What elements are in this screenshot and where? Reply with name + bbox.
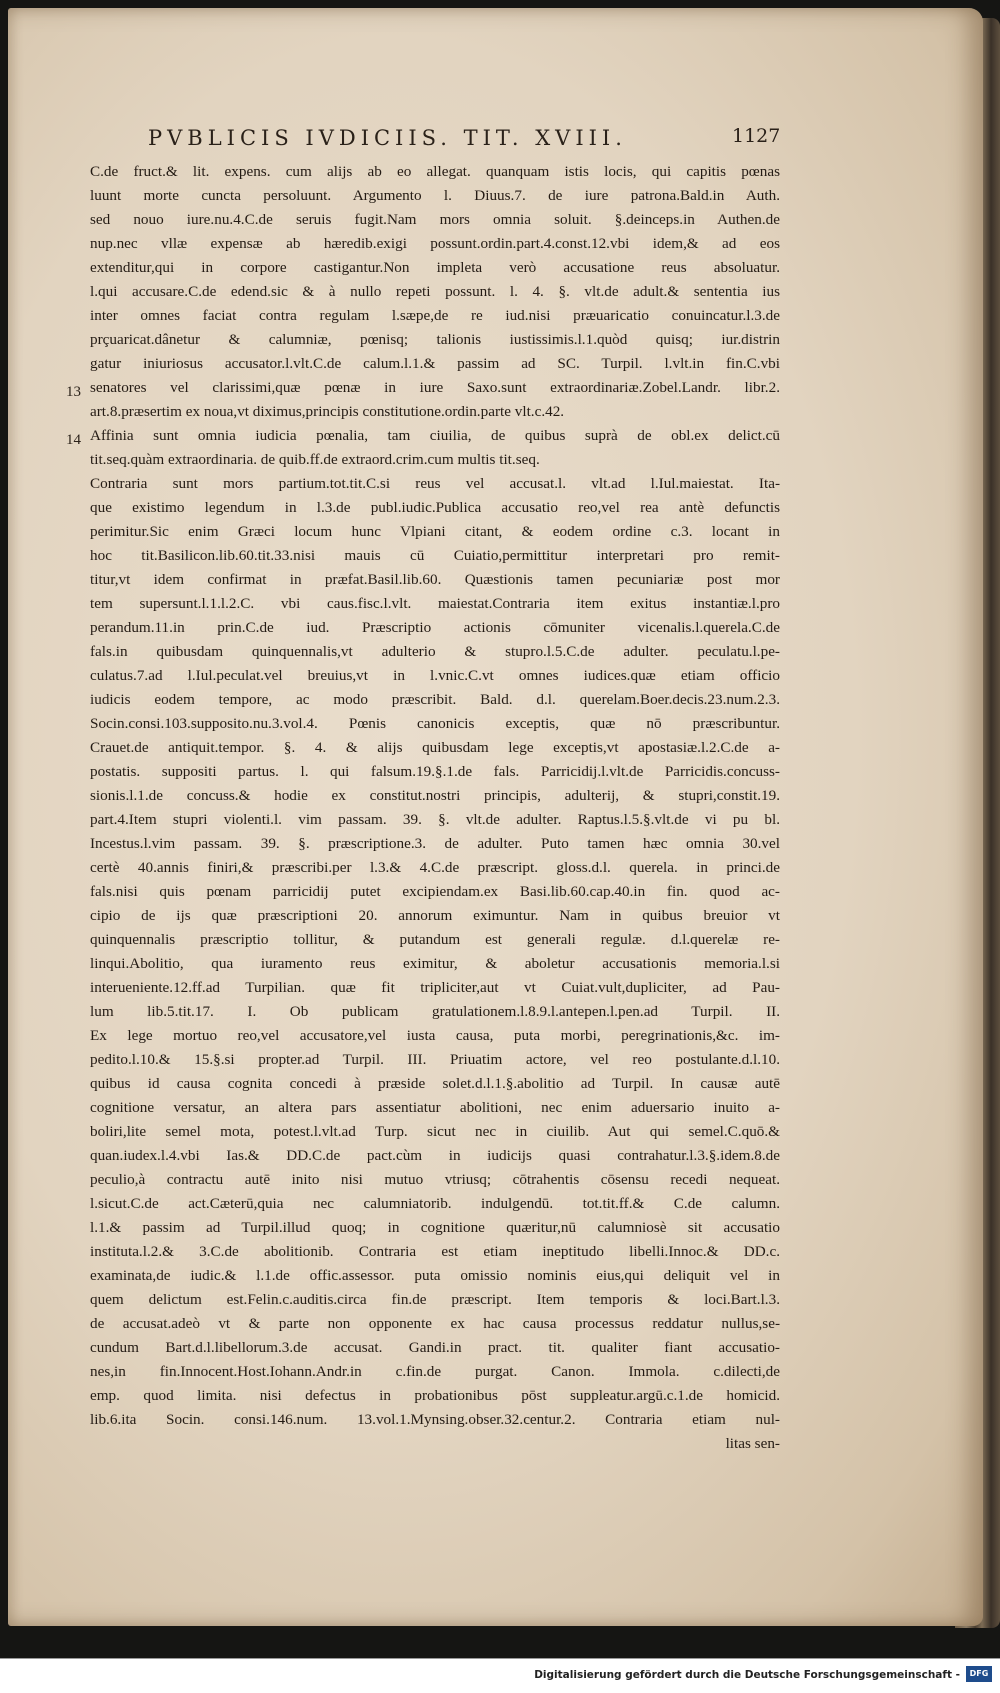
text-line: quibus id causa cognita concedi à præside solet.d.l.1.§.abolitio ad Turpil. In causæ autē [90,1075,780,1092]
text-line: emp. quod limita. nisi defectus in probationibus pōst suppleatur.argū.c.1.de homicid. [90,1387,780,1404]
text-line: perimitur.Sic enim Græci locum hunc Vlpiani citant, & eodem ordine c.3. locant in [90,523,780,540]
text-line: titur,vt idem confirmat in præfat.Basil.lib.60. Quæstionis tamen pecuniariæ post mor [90,571,780,588]
text-line: Contraria sunt mors partium.tot.tit.C.si reus vel accusat.l. vlt.ad l.Iul.maiestat. Ita- [90,475,780,492]
text-line: lum lib.5.tit.17. I. Ob publicam gratulationem.l.8.9.l.antepen.l.pen.ad Turpil. II. [90,1003,780,1020]
text-line: l.sicut.C.de act.Cæterū,quia nec calumniatorib. indulgendū. tot.tit.ff.& C.de calumn. [90,1195,780,1212]
text-line: l.1.& passim ad Turpil.illud quoq; in cognitione quæritur,nū calumniosè sit accusatio [90,1219,780,1236]
text-line: pedito.l.10.& 15.§.si propter.ad Turpil. III. Priuatim actore, vel reo postulante.d.l.10. [90,1051,780,1068]
text-line: peculio,à contractu autē inito nisi mutuo vtriusq; cōtrahentis cōsensu recedi nequeat. [90,1171,780,1188]
text-line: sionis.l.1.de concuss.& hodie ex constitut.nostri principis, adulterij, & stupri,constit.19. [90,787,780,804]
text-line: que existimo legendum in l.3.de publ.iudic.Publica accusatio reo,vel rea antè defunctis [90,499,780,516]
text-line: quinquennalis præscriptio tollitur, & putandum est generali regulæ. d.l.querelæ re- [90,931,780,948]
footer-credit: Digitalisierung gefördert durch die Deutsche Forschungsgemeinschaft - [534,1669,960,1681]
text-line: nes,in fin.Innocent.Host.Iohann.Andr.in c.fin.de purgat. Canon. Immola. c.dilecti,de [90,1363,780,1380]
text-line: extenditur,qui in corpore castigantur.Non impleta verò accusatione reus absoluatur. [90,259,780,276]
text-line: part.4.Item stupri violenti.l. vim passam. 39. §. vlt.de adulter. Raptus.l.5.§.vlt.de vi pu bl. [90,811,780,828]
text-line: inter omnes faciat contra regulam l.sæpe,de re iud.nisi præuaricatio conuincatur.l.3.de [90,307,780,324]
text-line: cundum Bart.d.l.libellorum.3.de accusat. Gandi.in pract. tit. qualiter fiant accusatio- [90,1339,780,1356]
dfg-logo-icon: DFG [966,1666,992,1682]
text-line: de accusat.adeò vt & parte non opponente ex hac causa processus reddatur nullus,se- [90,1315,780,1332]
text-line: luunt morte cuncta persoluunt. Argumento l. Diuus.7. de iure patrona.Bald.in Auth. [90,187,780,204]
text-line: Ex lege mortuo reo,vel accusatore,vel iusta causa, puta morbi, peregrinationis,&c. im- [90,1027,780,1044]
text-line: linqui.Abolitio, qua iuramento reus eximitur, & aboletur accusationis memoria.l.si [90,955,780,972]
text-line: lib.6.ita Socin. consi.146.num. 13.vol.1.Mynsing.obser.32.centur.2. Contraria etiam nul- [90,1411,780,1428]
text-line: postatis. suppositi partus. l. qui falsum.19.§.1.de fals. Parricidij.l.vlt.de Parricidis.concuss- [90,763,780,780]
text-line: l.qui accusare.C.de edend.sic & à nullo repeti possunt. l. 4. §. vlt.de adult.& sententia ius [90,283,780,300]
text-line: nup.nec vllæ expensæ ab hæredib.exigi possunt.ordin.part.4.const.12.vbi idem,& ad eos [90,235,780,252]
text-line: culatus.7.ad l.Iul.peculat.vel breuius,vt in l.vnic.C.vt omnes iudices.quæ etiam officio [90,667,780,684]
page-number: 1127 [732,125,781,147]
text-line: tit.seq.quàm extraordinaria. de quib.ff.de extraord.crim.cum multis tit.seq. [90,451,540,468]
digitization-footer [0,1658,1000,1693]
margin-number-13: 13 [66,384,81,400]
text-line: hoc tit.Basilicon.lib.60.tit.33.nisi mauis cū Cuiatio,permittitur interpretari pro remit- [90,547,780,564]
text-line: quan.iudex.l.4.vbi Ias.& DD.C.de pact.cùm in iudicijs quasi contrahatur.l.3.§.idem.8.de [90,1147,780,1164]
text-line: Incestus.l.vim passam. 39. §. præscriptione.3. de adulter. Puto tamen hæc omnia 30.vel [90,835,780,852]
text-line: tem supersunt.l.1.l.2.C. vbi caus.fisc.l.vlt. maiestat.Contraria item exitus instantiæ.l.pro [90,595,780,612]
text-line: fals.in quibusdam quinquennalis,vt adulterio & stupro.l.5.C.de adulter. peculatu.l.pe- [90,643,780,660]
text-line: C.de fruct.& lit. expens. cum alijs ab eo allegat. quanquam istis locis, qui capitis pœnas [90,163,780,180]
text-line: sed nouo iure.nu.4.C.de seruis fugit.Nam mors omnia soluit. §.deinceps.in Authen.de [90,211,780,228]
running-head: PVBLICIS IVDICIIS. TIT. XVIII. [148,126,627,150]
text-line: Affinia sunt omnia iudicia pœnalia, tam ciuilia, de quibus suprà de obl.ex delict.cū [90,427,780,444]
book-page [8,8,983,1626]
text-line: certè 40.annis finiri,& præscribi.per l.3.& 4.C.de præscript. gloss.d.l. querela. in princi.de [90,859,780,876]
text-line: prçuaricat.dânetur & calumniæ, pœnisq; talionis iustissimis.l.1.quòd quisq; iur.distrin [90,331,780,348]
text-line: senatores vel clarissimi,quæ pœnæ in iure Saxo.sunt extraordinariæ.Zobel.Landr. libr.2. [90,379,780,396]
text-line: instituta.l.2.& 3.C.de abolitionib. Contraria est etiam ineptitudo libelli.Innoc.& DD.c. [90,1243,780,1260]
text-line: cognitione versatur, an altera pars assentiatur abolitioni, nec enim aduersario inuito a- [90,1099,780,1116]
text-line: examinata,de iudic.& l.1.de offic.assessor. puta omissio nominis eius,qui deliquit vel in [90,1267,780,1284]
text-line: iudicis eodem tempore, ac modo præscribit. Bald. d.l. querelam.Boer.decis.23.num.2.3. [90,691,780,708]
text-line: fals.nisi quis pœnam parricidij putet excipiendam.ex Basi.lib.60.cap.40.in fin. quod ac- [90,883,780,900]
text-line: Socin.consi.103.supposito.nu.3.vol.4. Pœnis canonicis exceptis, quæ nō præscribuntur. [90,715,780,732]
text-line: perandum.11.in prin.C.de iud. Præscriptio actionis cōmuniter vicenalis.l.querela.C.de [90,619,780,636]
text-line: interueniente.12.ff.ad Turpilian. quæ fit tripliciter,aut vt Cuiat.vult,dupliciter, ad Pau- [90,979,780,996]
margin-number-14: 14 [66,432,81,448]
text-line: cipio de ijs quæ præscriptioni 20. annorum eximuntur. Nam in quibus breuior vt [90,907,780,924]
text-line: Crauet.de antiquit.tempor. §. 4. & alijs quibusdam lege exceptis,vt apostasiæ.l.2.C.de a- [90,739,780,756]
text-line: quem delictum est.Felin.c.auditis.circa fin.de præscript. Item temporis & loci.Bart.l.3. [90,1291,780,1308]
text-line: art.8.præsertim ex noua,vt diximus,principis constitutione.ordin.parte vlt.c.42. [90,403,565,420]
text-line: gatur iniuriosus accusator.l.vlt.C.de calum.l.1.& passim ad SC. Turpil. l.vlt.in fin.C.vbi [90,355,780,372]
text-line: litas sen- [725,1435,780,1452]
text-line: boliri,lite semel mota, potest.l.vlt.ad Turp. sicut nec in ciuilib. Aut qui semel.C.quō.& [90,1123,780,1140]
